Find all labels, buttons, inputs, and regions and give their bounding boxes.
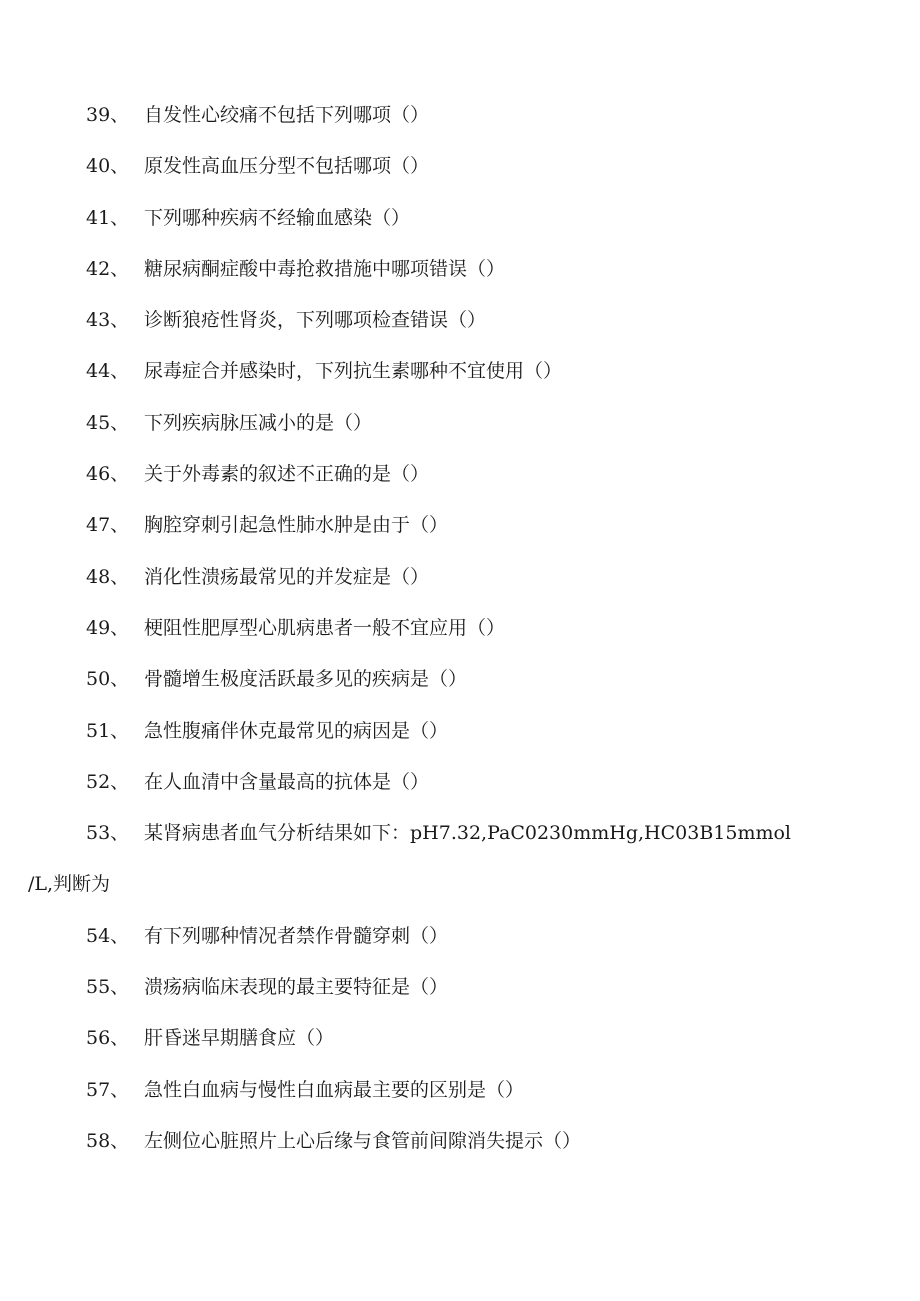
question-number: 40、 — [86, 155, 130, 178]
question-number: 41、 — [86, 206, 130, 229]
question-text: 消化性溃疡最常见的并发症是（） — [144, 565, 430, 588]
question-body — [28, 816, 792, 919]
question-number: 43、 — [86, 309, 130, 332]
question-text: 原发性高血压分型不包括哪项（） — [144, 155, 430, 178]
question-number: 49、 — [86, 616, 130, 639]
question-line — [86, 816, 791, 867]
question-text: 急性腹痛伴休克最常见的病因是（） — [144, 719, 449, 742]
question-text: 有下列哪种情况者禁作骨髓穿刺（） — [144, 924, 449, 947]
question-text: 肝昏迷早期膳食应（） — [144, 1027, 335, 1050]
question-text: 诊断狼疮性肾炎，下列哪项检查错误（） — [144, 309, 487, 332]
question-text: 溃疡病临床表现的最主要特征是（） — [144, 976, 449, 999]
question-text: 关于外毒素的叙述不正确的是（） — [144, 463, 430, 486]
question-text: 骨髓增生极度活跃最多见的疾病是（） — [144, 668, 468, 691]
question-text: 胸腔穿刺引起急性肺水肿是由于（） — [144, 514, 449, 537]
question-number: 39、 — [86, 104, 130, 126]
question-number: 44、 — [86, 360, 130, 383]
question-item — [86, 1124, 886, 1175]
question-text: 左侧位心脏照片上心后缘与食管前间隙消失提示（） — [144, 1129, 582, 1152]
question-list — [28, 98, 886, 1175]
question-number: 51、 — [86, 719, 130, 742]
question-text: 下列疾病脉压减小的是（） — [144, 411, 373, 434]
question-item — [86, 508, 886, 559]
question-item — [86, 1073, 886, 1124]
question-number: 58、 — [86, 1129, 130, 1152]
question-number: 52、 — [86, 770, 130, 793]
question-number: 48、 — [86, 565, 130, 588]
question-number: 56、 — [86, 1027, 130, 1050]
question-item — [86, 662, 886, 713]
question-number: 55、 — [86, 976, 130, 999]
question-item — [86, 252, 886, 303]
question-text-continuation: /L,判断为 — [28, 873, 111, 896]
question-item — [86, 714, 886, 765]
question-number: 57、 — [86, 1078, 130, 1101]
question-item — [86, 611, 886, 662]
question-item — [86, 560, 886, 611]
question-text: 糖尿病酮症酸中毒抢救措施中哪项错误（） — [144, 257, 506, 280]
question-item — [86, 98, 886, 149]
question-number: 47、 — [86, 514, 130, 537]
question-item — [86, 201, 886, 252]
question-text: 尿毒症合并感染时，下列抗生素哪种不宜使用（） — [144, 360, 563, 383]
question-item — [28, 816, 886, 919]
question-number: 46、 — [86, 463, 130, 486]
question-item — [86, 149, 886, 200]
question-number: 54、 — [86, 924, 130, 947]
question-item — [86, 765, 886, 816]
question-item — [86, 919, 886, 970]
question-item — [86, 303, 886, 354]
question-item — [86, 406, 886, 457]
question-text: 某肾病患者血气分析结果如下：pH7.32,PaC0230mmHg,HC03B15mmol — [144, 822, 792, 845]
question-item — [86, 354, 886, 405]
question-number: 50、 — [86, 668, 130, 691]
question-number: 53、 — [86, 822, 130, 845]
question-text: 自发性心绞痛不包括下列哪项（） — [144, 104, 430, 126]
question-number: 45、 — [86, 411, 130, 434]
question-number: 42、 — [86, 257, 130, 280]
question-item — [86, 1021, 886, 1072]
question-text: 下列哪种疾病不经输血感染（） — [144, 206, 411, 229]
question-text: 在人血清中含量最高的抗体是（） — [144, 770, 430, 793]
question-item — [86, 970, 886, 1021]
question-text: 梗阻性肥厚型心肌病患者一般不宜应用（） — [144, 616, 506, 639]
question-item — [86, 457, 886, 508]
question-text: 急性白血病与慢性白血病最主要的区别是（） — [144, 1078, 525, 1101]
